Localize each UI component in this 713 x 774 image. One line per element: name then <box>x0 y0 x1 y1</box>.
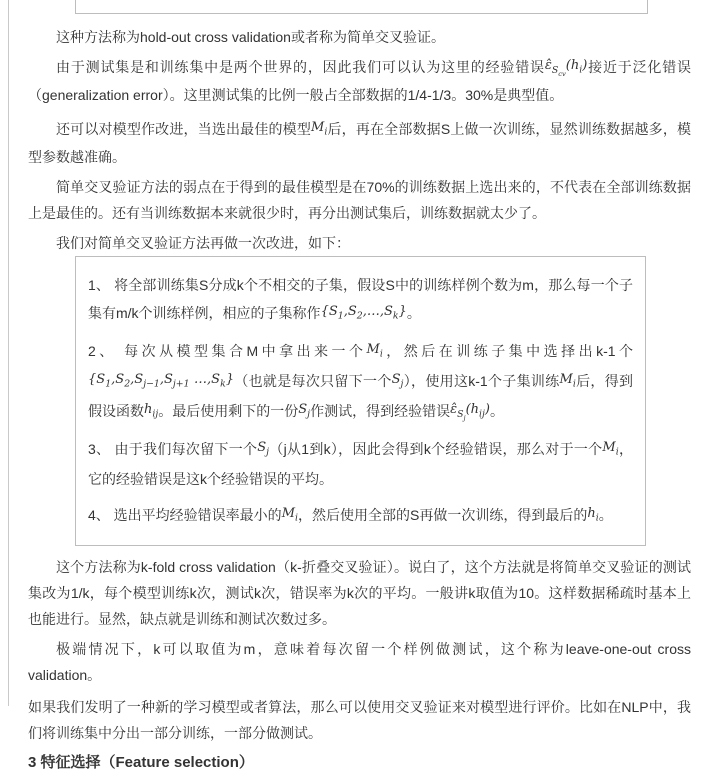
text-run: 接近于泛化错误（generalization error）。这里测试集的比例一般占全部数据的1/4-1/3。30%是典型值。 <box>28 59 692 103</box>
inline-formula: $M_i$ <box>559 372 576 390</box>
text-run: 。 <box>489 403 504 419</box>
text-run: （也就是每次只留下一个 <box>234 373 392 389</box>
text-run: 如果我们发明了一种新的学习模型或者算法，那么可以使用交叉验证来对模型进行评价。比如在NLP中，我们将训练集中分出一部分训练，一部分做测试。 <box>28 699 691 741</box>
text-run: 3、 由于我们每次留下一个 <box>88 441 258 457</box>
list-item <box>88 337 633 427</box>
text-run: 还可以对模型作改进，当选出最佳的模型 <box>56 121 312 137</box>
inline-formula: $S_j$ <box>391 372 404 390</box>
text-run: 这个方法称为k-fold cross validation（k-折叠交叉验证）。说白了，这个方法就是将简单交叉验证的测试集改为1/k，每个模型训练k次，测试k次，错误率为k次的平均。一般讲k取值为10。这样数据稀疏时基本上也能进行。显然，缺点就是训练和测试次数过多。 <box>28 559 691 627</box>
paragraph-group-top <box>28 24 691 256</box>
text-run: 我们对简单交叉验证方法再做一次改进，如下： <box>56 235 350 251</box>
paragraph <box>28 24 691 50</box>
list-item <box>88 501 633 531</box>
paragraph <box>28 636 691 688</box>
text-run: 简单交叉验证方法的弱点在于得到的最佳模型是在70%的训练数据上选出来的，不代表在全部训练数据上是最佳的。还有当训练数据本来就很少时，再分出测试集后，训练数据就太少了。 <box>28 179 691 221</box>
previous-code-box-partial <box>75 0 648 14</box>
text-run: ，然后在训练子集中选择出k-1个 <box>382 343 634 359</box>
text-run: 作测试，得到经验错误 <box>310 403 451 419</box>
text-run: 。最后使用剩下的一份 <box>158 403 299 419</box>
text-run: 后，得到假设函数 <box>88 373 634 419</box>
text-run: 1、 将全部训练集S分成k个不相交的子集，假设S中的训练样例个数为m，那么每一个子集有m/k个训练样例，相应的子集称作 <box>88 277 633 321</box>
paragraph <box>28 230 691 256</box>
inline-formula: {$S_1,S_2,S_{j-1},S_{j+1}$ $\dots,S_k$} <box>88 372 235 390</box>
text-run: 。 <box>598 507 613 523</box>
list-item <box>88 435 633 493</box>
paragraph <box>28 54 691 108</box>
text-run: ），使用这k-1个子集训练 <box>403 373 560 389</box>
paragraph <box>28 116 691 170</box>
text-run: 这种方法称为hold-out cross validation或者称为简单交叉验证。 <box>56 29 445 45</box>
page-left-border <box>8 0 9 706</box>
paragraph-group-bottom <box>28 554 691 746</box>
text-run: 4、 选出平均经验错误率最小的 <box>88 507 282 523</box>
algorithm-steps-box <box>75 256 646 546</box>
inline-formula: $\{S_1,S_2,\dots,S_k\}$ <box>320 304 407 322</box>
inline-formula: $h_i$ <box>587 506 599 524</box>
paragraph <box>28 174 691 226</box>
inline-formula: $M_i$ <box>281 506 298 524</box>
list-item <box>88 271 633 329</box>
text-run: （j从1到k），因此会得到k个经验错误，那么对于一个 <box>269 441 603 457</box>
section-heading: 3 特征选择（Feature selection） <box>28 754 254 771</box>
inline-formula: $S_j$ <box>257 440 270 458</box>
text-run: 2、 每次从模型集合M中拿出来一个 <box>88 343 367 359</box>
inline-formula: $h_{ij}$ <box>144 402 159 420</box>
inline-formula: $S_j$ <box>298 402 311 420</box>
inline-formula: $M_i$ <box>366 342 383 360</box>
article-body <box>28 0 691 774</box>
text-run: ，它的经验错误是这k个经验错误的平均。 <box>88 441 633 487</box>
text-run: ，然后使用全部的S再做一次训练，得到最后的 <box>298 507 588 523</box>
inline-formula: $\varepsilon̂_{S_{cv}}(h_i)$ <box>544 58 588 78</box>
paragraph <box>28 694 691 746</box>
text-run: 后，再在全部数据S上做一次训练，显然训练数据越多，模型参数越准确。 <box>28 121 692 165</box>
text-run: 。 <box>406 305 421 321</box>
text-run: 极端情况下，k可以取值为m，意味着每次留一个样例做测试，这个称为leave-one-out cross validation。 <box>28 641 691 683</box>
inline-formula: $M_i$ <box>602 440 619 458</box>
inline-formula: $\varepsilon̂_{S_j}(h_{ij})$ <box>450 402 490 422</box>
paragraph <box>28 554 691 632</box>
inline-formula: $M_i$ <box>311 120 328 138</box>
text-run: 由于测试集是和训练集中是两个世界的，因此我们可以认为这里的经验错误 <box>56 59 545 75</box>
